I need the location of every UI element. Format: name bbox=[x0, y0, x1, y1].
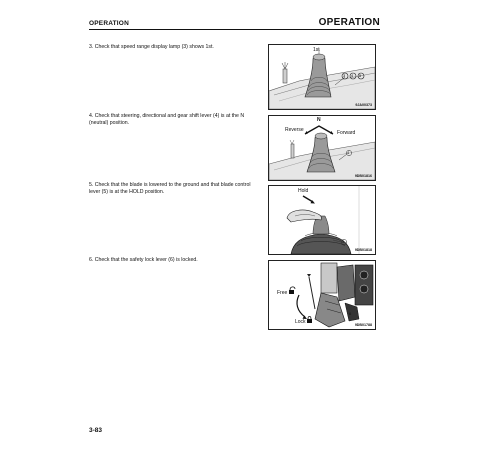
figure-blade-control-lever-drawing bbox=[269, 186, 375, 254]
figure-code: 9JA00373 bbox=[355, 103, 372, 107]
header-section-left: OPERATION bbox=[89, 20, 129, 27]
figure-label-neutral: N bbox=[317, 117, 321, 123]
figure-speed-range-lamp bbox=[268, 44, 376, 110]
figure-label-hold: Hold bbox=[298, 188, 309, 194]
step-4-text: 4. Check that steering, directional and gear shift lever (4) is at the N (neutral) position. bbox=[89, 113, 245, 126]
step-3-text: 3. Check that speed range display lamp (3) shows 1st. bbox=[89, 44, 214, 50]
figure-safety-lock-lever bbox=[268, 260, 376, 330]
page-number: 3-83 bbox=[89, 427, 103, 434]
header-rule bbox=[89, 29, 380, 30]
figure-directional-lever bbox=[268, 115, 376, 181]
figure-label-reverse: Reverse bbox=[285, 127, 304, 133]
figure-blade-control-lever bbox=[268, 185, 376, 255]
figure-label-lock: Lock bbox=[295, 319, 306, 325]
figure-code: 9DB01818 bbox=[354, 248, 372, 252]
figure-label-1st: 1st bbox=[313, 47, 320, 53]
step-5-text: 5. Check that the blade is lowered to the ground and that blade control lever (5) is at the HOLD position. bbox=[89, 182, 251, 195]
callout-3: 3 bbox=[343, 73, 346, 78]
callout-5: 5 bbox=[359, 73, 362, 78]
figure-label-free: Free bbox=[277, 290, 288, 296]
step-6-text: 6. Check that the safety lock lever (6) is locked. bbox=[89, 257, 198, 263]
figure-code: 9DB01788 bbox=[354, 323, 372, 327]
callout-4: 4 bbox=[351, 73, 354, 78]
figure-code: 9DB01816 bbox=[354, 174, 372, 178]
callout-5: 5 bbox=[342, 239, 345, 244]
header-section-title: OPERATION bbox=[318, 17, 380, 28]
callout-6: 6 bbox=[349, 311, 352, 316]
figure-directional-lever-drawing bbox=[269, 116, 375, 180]
figure-label-forward: Forward bbox=[337, 130, 356, 136]
callout-4: 4 bbox=[347, 150, 350, 155]
